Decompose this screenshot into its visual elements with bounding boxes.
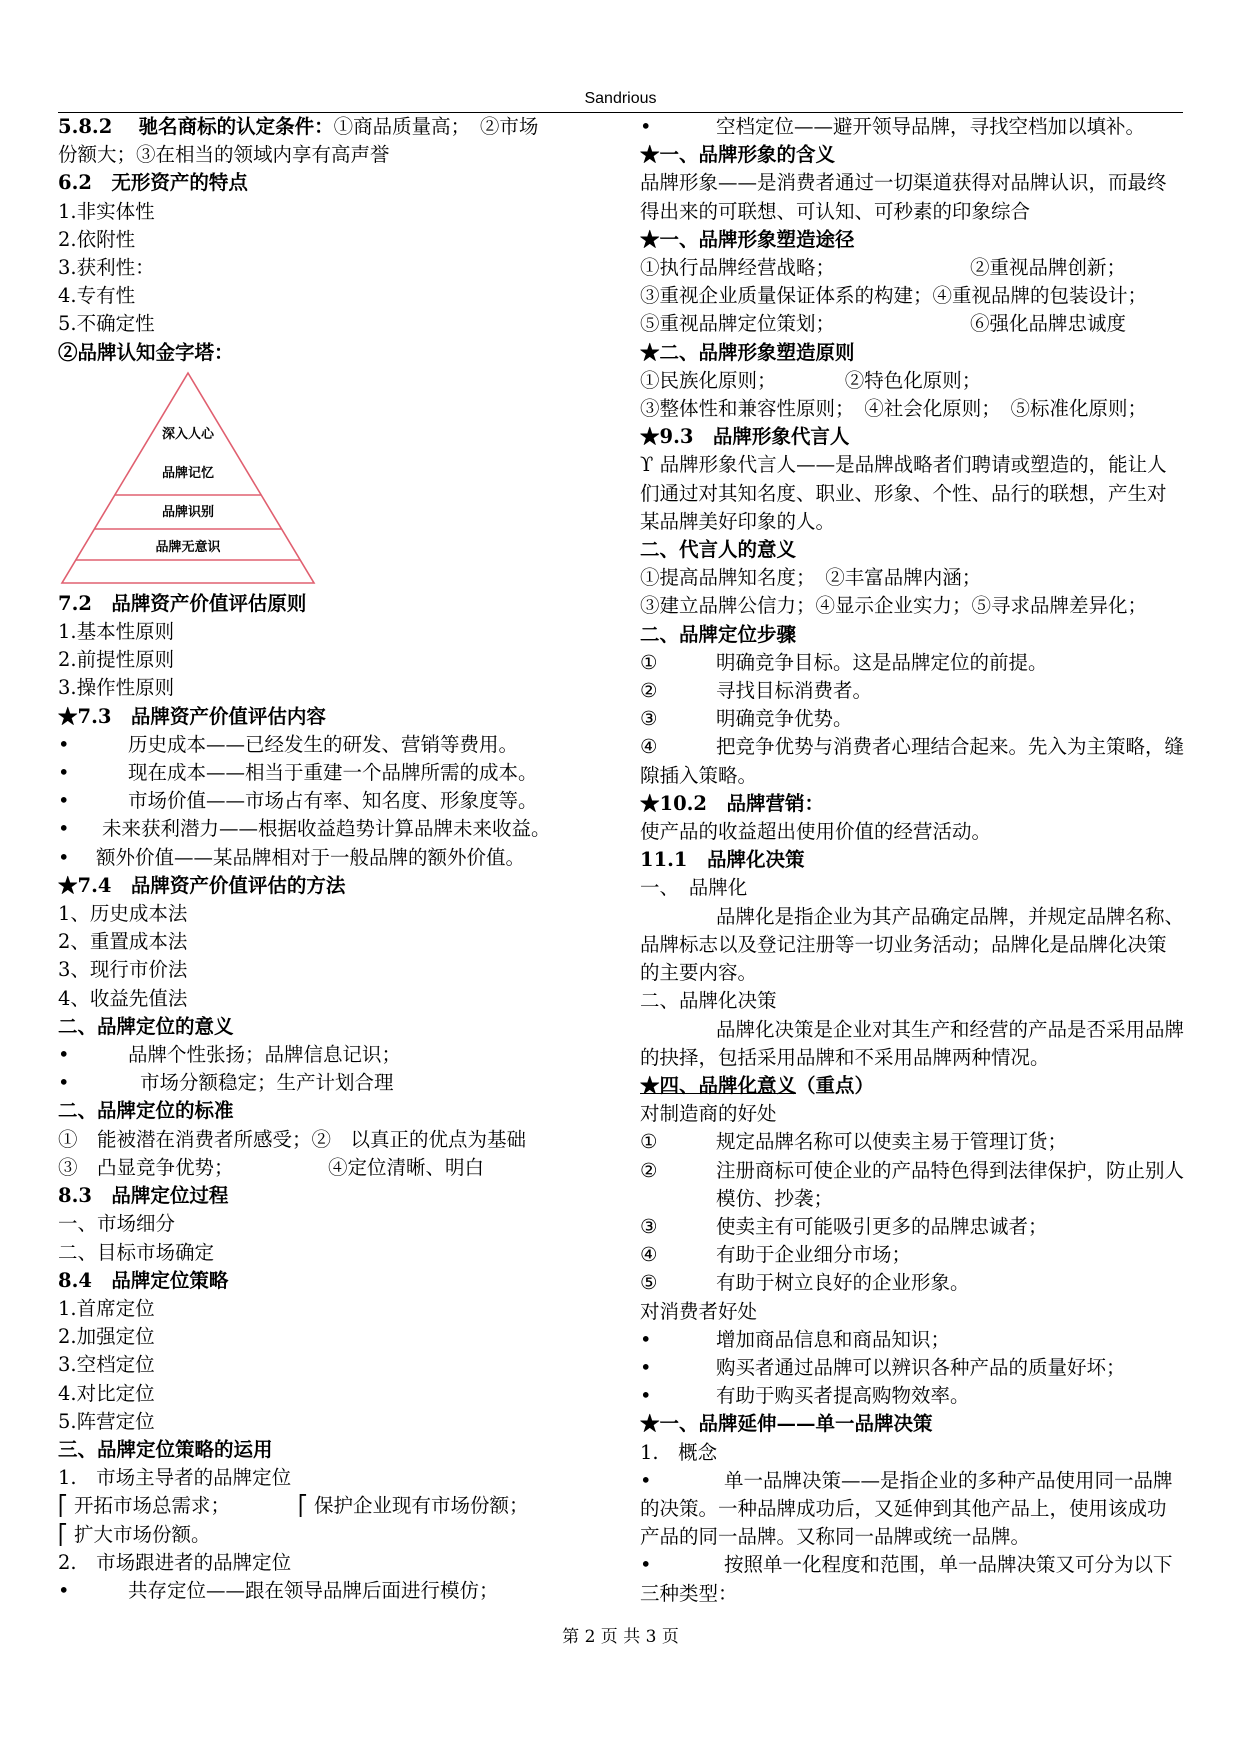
list-item: 5.阵营定位 xyxy=(58,1409,155,1433)
principles-row: ①民族化原则； ②特色化原则； xyxy=(640,368,982,392)
left-column xyxy=(58,113,613,1605)
strategy-use-title: 三、品牌定位策略的运用 xyxy=(58,1437,273,1461)
section-5-8-2 xyxy=(58,113,613,141)
spokesperson-definition: ϒ 品牌形象代言人——是品牌战略者们聘请或塑造的，能让人们通过对其知名度、职业、形象、个性、品行的联想，产生对某品牌美好印象的人。 xyxy=(640,453,1167,533)
list-item: • 现在成本——相当于重建一个品牌所需的成本。 xyxy=(58,761,538,785)
list-item: 3、现行市价法 xyxy=(58,958,188,982)
section-9-3-title: ★9.3 品牌形象代言人 xyxy=(640,425,850,449)
list-item: 二、目标市场确定 xyxy=(58,1240,215,1264)
list-item: 4.专有性 xyxy=(58,284,136,308)
positioning-significance-title: 二、品牌定位的意义 xyxy=(58,1014,234,1038)
list-item: 4.对比定位 xyxy=(58,1381,155,1405)
section-5-8-2-text: ①商品质量高； ②市场 xyxy=(333,115,539,138)
standard-row: ① 能被潜在消费者所感受；② 以真正的优点为基础 xyxy=(58,1127,527,1151)
list-item: 1.基本性原则 xyxy=(58,620,175,644)
list-item: 1、历史成本法 xyxy=(58,902,188,926)
list-item: • 市场价值——市场占有率、知名度、形象度等。 xyxy=(58,789,538,813)
list-item: • 未来获利潜力——根据收益趋势计算品牌未来收益。 xyxy=(58,817,551,841)
list-item: 2.加强定位 xyxy=(58,1325,155,1349)
right-column xyxy=(640,113,1185,1608)
list-item: 2、重置成本法 xyxy=(58,930,188,954)
section-5-8-2-title: 5.8.2 驰名商标的认定条件： xyxy=(58,115,334,138)
ways-row: ①执行品牌经营战略； ②重视品牌创新； xyxy=(640,256,1127,280)
list-item: 1.非实体性 xyxy=(58,199,155,223)
list-item: • 历史成本——已经发生的研发、营销等费用。 xyxy=(58,732,519,756)
section-5-8-2-text-cont: 份额大；③在相当的领域内享有高声誉 xyxy=(58,143,390,167)
single-brand-paragraph: • 单一品牌决策——是指企业的多种产品使用同一品牌的决策。一种品牌成功后，又延伸到其他产品上，使用该成功产品的同一品牌。又称同一品牌或统一品牌。 xyxy=(640,1468,1173,1549)
brand-marketing-definition: 使产品的收益超出使用价值的经营活动。 xyxy=(640,820,992,844)
list-item: 2. 市场跟进者的品牌定位 xyxy=(58,1550,292,1574)
list-item: • 有助于购买者提高购物效率。 xyxy=(640,1384,970,1408)
list-item: 1. 市场主导者的品牌定位 xyxy=(58,1466,292,1490)
concept-heading: 1. 概念 xyxy=(640,1440,718,1464)
significance-row: ①提高品牌知名度； ②丰富品牌内涵； xyxy=(640,566,982,590)
list-item: ⑤ 有助于树立良好的企业形象。 xyxy=(640,1271,970,1295)
positioning-steps-title: 二、品牌定位步骤 xyxy=(640,622,797,646)
image-building-principles-title: ★二、品牌形象塑造原则 xyxy=(640,340,855,364)
list-item: • 增加商品信息和商品知识； xyxy=(640,1327,951,1351)
list-item: • 品牌个性张扬；品牌信息记识； xyxy=(58,1043,402,1067)
pyramid-level-1: 深入人心 xyxy=(161,426,215,442)
list-item: • 购买者通过品牌可以辨识各种产品的质量好坏； xyxy=(640,1355,1126,1379)
section-8-3-title: 8.3 品牌定位过程 xyxy=(58,1184,229,1208)
list-item: 4、收益先值法 xyxy=(58,986,188,1010)
list-item: • 共存定位——跟在领导品牌后面进行模仿； xyxy=(58,1578,499,1602)
brand-awareness-pyramid xyxy=(58,371,318,586)
subheading: 一、 品牌化 xyxy=(640,876,748,900)
branding-decision-paragraph: 品牌化决策是企业对其生产和经营的产品是否采用品牌的抉择，包括采用品牌和不采用品牌两种情况。 xyxy=(640,1017,1185,1069)
ways-row: ⑤重视品牌定位策划； ⑥强化品牌忠诚度 xyxy=(640,312,1127,336)
step-item: ④ 把竞争优势与消费者心理结合起来。先入为主策略，缝隙插入策略。 xyxy=(640,735,1185,787)
section-7-3-title: ★7.3 品牌资产价值评估内容 xyxy=(58,704,326,728)
section-6-2-title: 6.2 无形资产的特点 xyxy=(58,171,248,195)
list-item: ⎡ 扩大市场份额。 xyxy=(58,1522,211,1546)
list-item: 5.不确定性 xyxy=(58,312,155,336)
section-10-2-title: ★10.2 品牌营销： xyxy=(640,791,824,815)
page-footer: 第 2 页 共 3 页 xyxy=(562,1627,679,1647)
significance-row: ③建立品牌公信力；④显示企业实力；⑤寻求品牌差异化； xyxy=(640,594,1148,618)
list-item: ① 规定品牌名称可以使卖主易于管理订货； xyxy=(640,1130,1068,1154)
branding-significance-note: （重点） xyxy=(796,1073,875,1097)
section-8-4-title: 8.4 品牌定位策略 xyxy=(58,1268,229,1292)
list-item: • 额外价值——某品牌相对于一般品牌的额外价值。 xyxy=(58,845,526,869)
list-item: 3.操作性原则 xyxy=(58,676,175,700)
list-item: 2.前提性原则 xyxy=(58,648,175,672)
brand-image-definition: 品牌形象——是消费者通过一切渠道获得对品牌认识，而最终得出来的可联想、可认知、可秒素的印象综合 xyxy=(640,171,1167,223)
list-item: ④ 有助于企业细分市场； xyxy=(640,1243,912,1267)
list-item: • 空档定位——避开领导品牌，寻找空档加以填补。 xyxy=(640,115,1146,138)
manufacturer-benefits-title: 对制造商的好处 xyxy=(640,1102,777,1126)
principles-row: ③整体性和兼容性原则； ④社会化原则； ⑤标准化原则； xyxy=(640,397,1148,421)
section-7-2-title: 7.2 品牌资产价值评估原则 xyxy=(58,591,307,615)
branding-significance-title: ★四、品牌化意义 xyxy=(640,1073,797,1097)
standard-row: ③ 凸显竞争优势； ④定位清晰、明白 xyxy=(58,1155,485,1179)
step-item: ③ 明确竞争优势。 xyxy=(640,707,853,731)
brand-extension-title: ★一、品牌延伸——单一品牌决策 xyxy=(640,1412,933,1436)
ways-row: ③重视企业质量保证体系的构建；④重视品牌的包装设计； xyxy=(640,284,1148,308)
pyramid-title: ②品牌认知金字塔： xyxy=(58,340,234,364)
branding-paragraph: 品牌化是指企业为其产品确定品牌，并规定品牌名称、品牌标志以及登记注册等一切业务活动；品牌化是品牌化决策的主要内容。 xyxy=(640,904,1185,985)
list-item: ⎡ 开拓市场总需求； ⎡ 保护企业现有市场份额； xyxy=(58,1494,529,1518)
branding-significance-heading xyxy=(640,1072,1185,1100)
list-item: ② 注册商标可使企业的产品特色得到法律保护，防止别人模仿、抄袭； xyxy=(640,1158,1185,1210)
list-item: ③ 使卖主有可能吸引更多的品牌忠诚者； xyxy=(640,1214,1048,1238)
single-brand-types-paragraph: • 按照单一化程度和范围，单一品牌决策又可分为以下三种类型： xyxy=(640,1553,1173,1605)
list-item: • 市场分额稳定；生产计划合理 xyxy=(58,1071,394,1095)
pyramid-level-2: 品牌记忆 xyxy=(161,465,215,481)
page-header: Sandrious xyxy=(584,90,657,107)
brand-image-title: ★一、品牌形象的含义 xyxy=(640,143,836,167)
subheading: 二、品牌化决策 xyxy=(640,989,777,1013)
list-item: 1.首席定位 xyxy=(58,1296,155,1320)
list-item: 3.获利性： xyxy=(58,256,155,280)
pyramid-level-4: 品牌无意识 xyxy=(155,539,221,555)
list-item: 3.空档定位 xyxy=(58,1353,155,1377)
list-item: 一、市场细分 xyxy=(58,1212,176,1236)
positioning-standard-title: 二、品牌定位的标准 xyxy=(58,1099,234,1123)
pyramid-level-3: 品牌识别 xyxy=(161,504,215,520)
step-item: ② 寻找目标消费者。 xyxy=(640,679,873,703)
section-7-4-title: ★7.4 品牌资产价值评估的方法 xyxy=(58,873,346,897)
image-building-ways-title: ★一、品牌形象塑造途径 xyxy=(640,227,855,251)
list-item: 2.依附性 xyxy=(58,227,136,251)
consumer-benefits-title: 对消费者好处 xyxy=(640,1299,758,1323)
section-11-1-title: 11.1 品牌化决策 xyxy=(640,848,805,872)
step-item: ① 明确竞争目标。这是品牌定位的前提。 xyxy=(640,650,1048,674)
spokesperson-significance-title: 二、代言人的意义 xyxy=(640,538,797,562)
